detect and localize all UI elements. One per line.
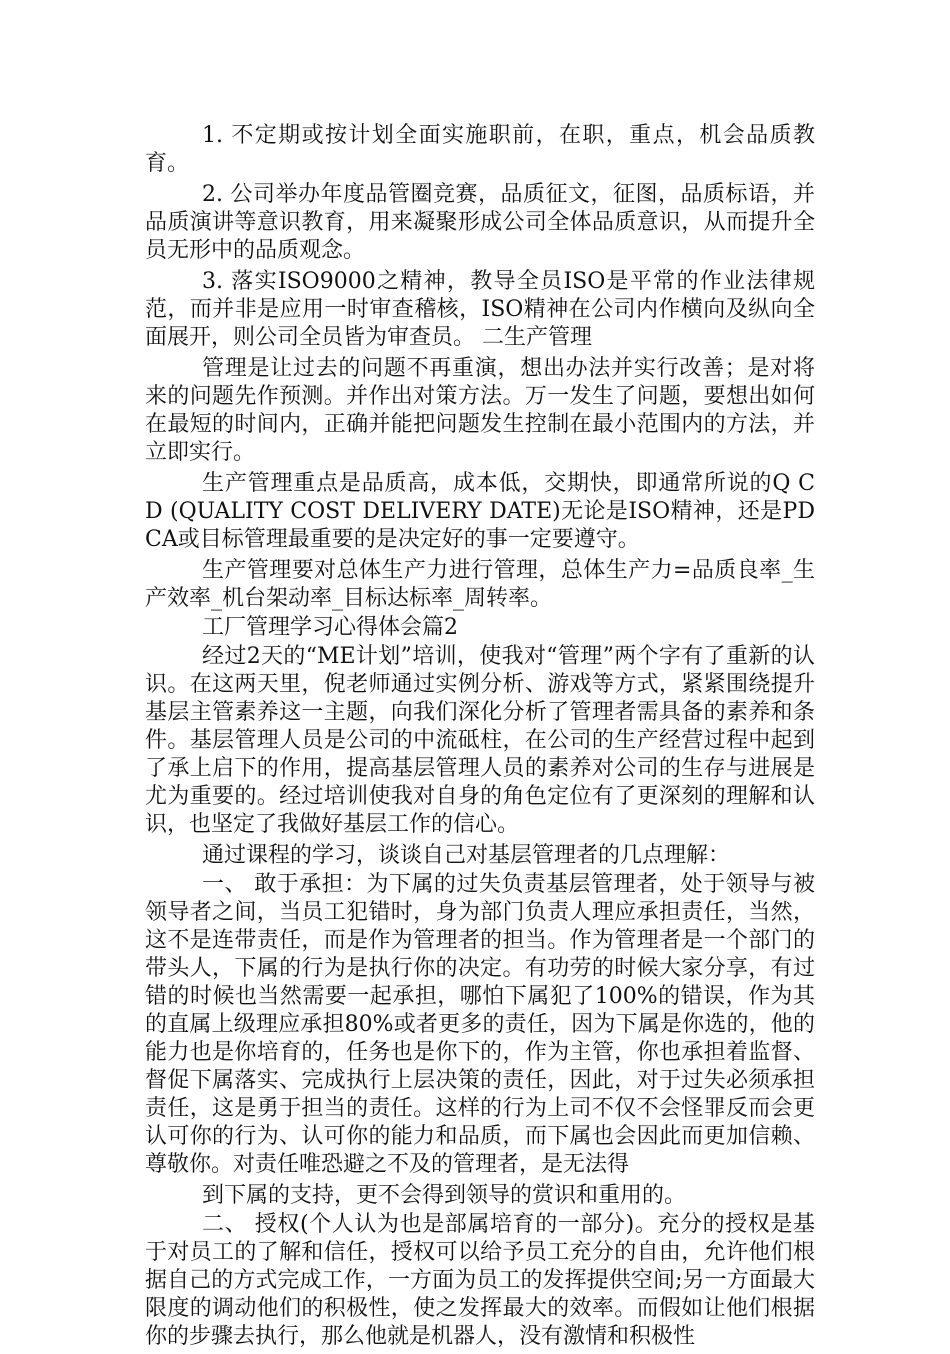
- paragraph-iso9000: 3. 落实ISO9000之精神，教导全员ISO是平常的作业法律规范，而并非是应用一时审查稽核，ISO精神在公司内作横向及纵向全面展开，则公司全员皆为审查员。 二生产管理: [145, 269, 815, 350]
- paragraph-me-training: 经过2天的“ME计划”培训，使我对“管理”两个字有了重新的认识。在这两天里，倪老师通过实例分析、游戏等方式，紧紧围绕提升基层主管素养这一主题，向我们深化分析了管理者需具备的素养和条件。基层管理人员是公司的中流砥柱，在公司的生产经营过程中起到了承上启下的作用，提高基层管理人员的素养对公司的生存与进展是尤为重要的。经过培训使我对自身的角色定位有了更深刻的理解和认识，也坚定了我做好基层工作的信心。: [145, 644, 815, 837]
- paragraph-qcd: 生产管理重点是品质高，成本低，交期快，即通常所说的Q C D (QUALITY COST DELIVERY DATE)无论是ISO精神，还是PDCA或目标管理最重要的是决定好的事一定要遵守。: [145, 471, 815, 552]
- paragraph-management-definition: 管理是让过去的问题不再重演，想出办法并实行改善；是对将来的问题先作预测。并作出对策方法。万一发生了问题，要想出如何在最短的时间内，正确并能把问题发生控制在最小范围内的方法，并立即实行。: [145, 356, 815, 465]
- paragraph-total-productivity: 生产管理要对总体生产力进行管理，总体生产力=品质良率_生产效率_机台架动率_目标达标率_周转率。: [145, 558, 815, 611]
- paragraph-quality-competition: 2. 公司举办年度品管圈竞赛，品质征文，征图，品质标语，并品质演讲等意识教育，用来凝聚形成公司全体品质意识，从而提升全员无形中的品质观念。: [145, 182, 815, 263]
- document-page: [145, 122, 815, 1354]
- paragraph-take-responsibility: 一、 敢于承担：为下属的过失负责基层管理者，处于领导与被领导者之间，当员工犯错时，身为部门负责人理应承担责任，当然，这不是连带责任，而是作为管理者的担当。作为管理者是一个部门的带头人，下属的行为是执行你的决定。有功劳的时候大家分享，有过错的时候也当然需要一起承担，哪怕下属犯了100%的错误，作为其的直属上级理应承担80%或者更多的责任，因为下属是你选的，他的能力也是你培育的，任务也是你下的，作为主管，你也承担着监督、督促下属落实、完成执行上层决策的责任，因此，对于过失必须承担责任，这是勇于担当的责任。这样的行为上司不仅不会怪罪反而会更认可你的行为、认可你的能力和品质，而下属也会因此而更加信赖、尊敬你。对责任唯恐避之不及的管理者，是无法得: [145, 872, 815, 1177]
- paragraph-understanding-intro: 通过课程的学习，谈谈自己对基层管理者的几点理解：: [202, 843, 731, 868]
- paragraph-delegation: 二、 授权(个人认为也是部属培育的一部分)。充分的授权是基于对员工的了解和信任，授权可以给予员工充分的自由，允许他们根据自己的方式完成工作，一方面为员工的发挥提供空间;另一方面最大限度的调动他们的积极性，使之发挥最大的效率。而假如让他们根据你的步骤去执行，那么他就是机器人，没有激情和积极性: [145, 1212, 815, 1349]
- paragraph-quality-education: 1. 不定期或按计划全面实施职前，在职，重点，机会品质教育。: [145, 123, 815, 176]
- section-title: 工厂管理学习心得体会篇2: [202, 615, 458, 640]
- paragraph-responsibility-continued: 到下属的支持，更不会得到领导的赏识和重用的。: [202, 1183, 687, 1208]
